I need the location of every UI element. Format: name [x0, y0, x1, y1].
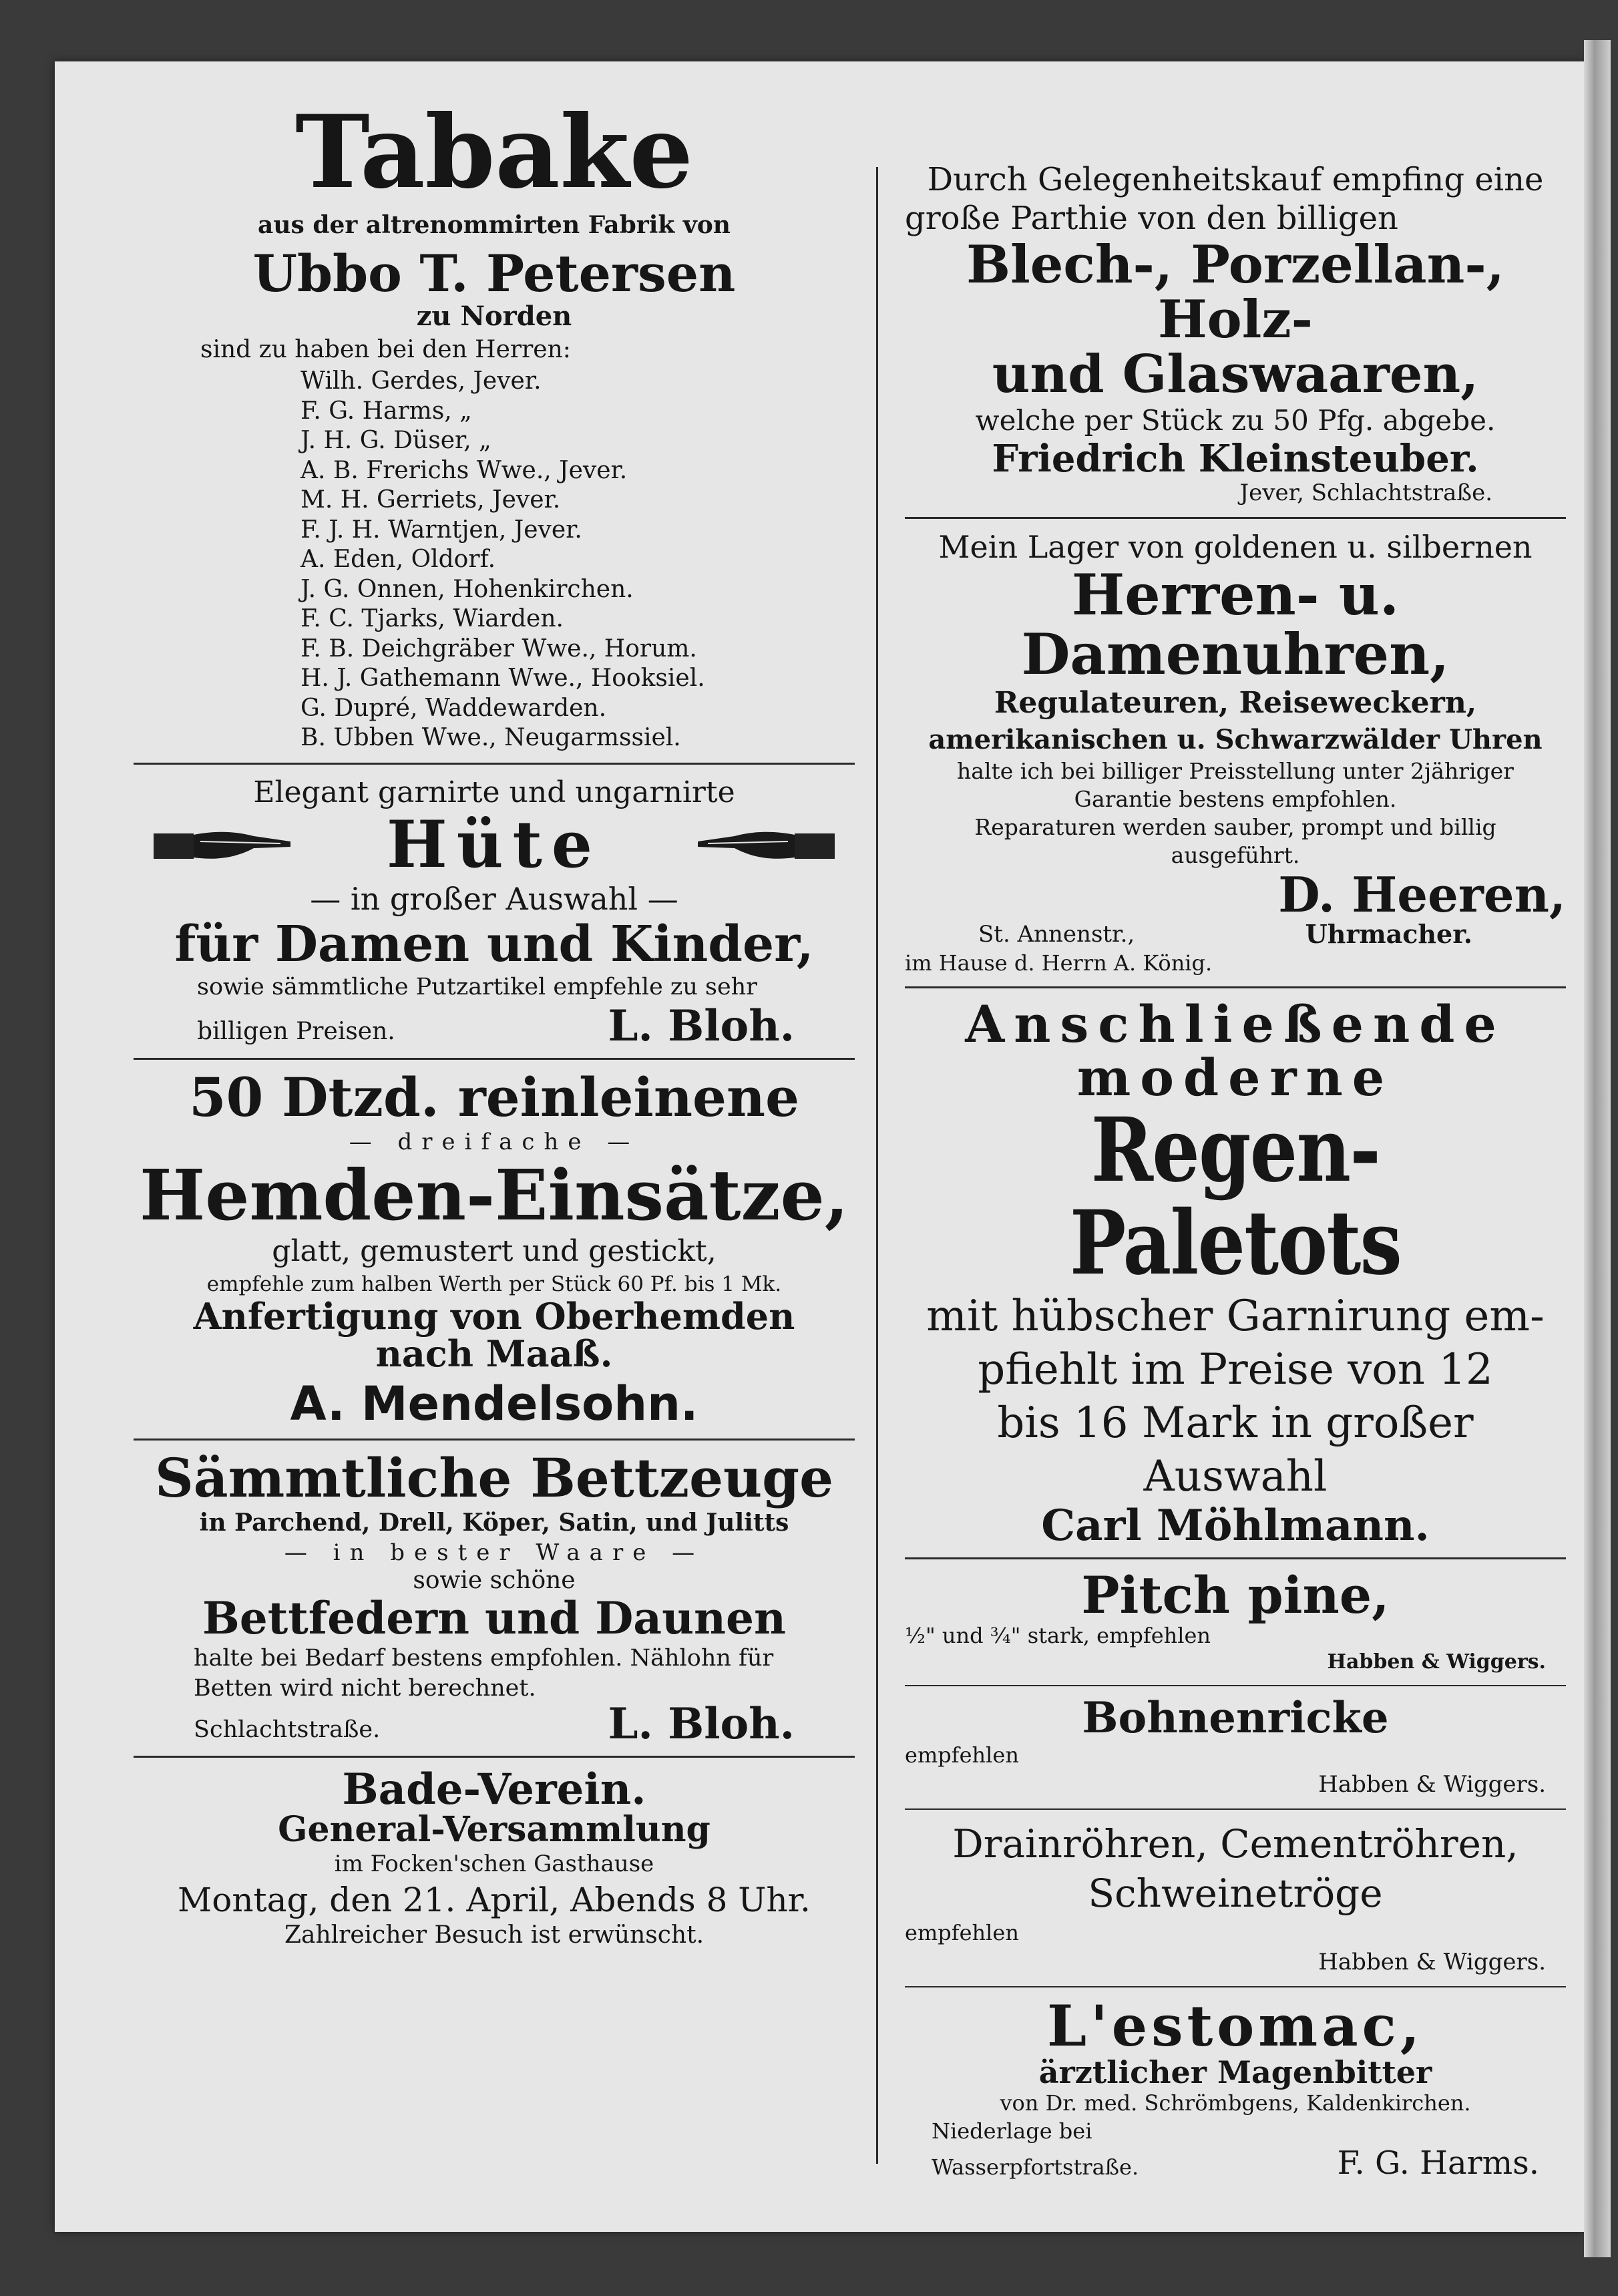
- column-divider: [876, 167, 878, 2164]
- ad-subtitle: Anschließende moderne: [965, 994, 1506, 1108]
- ad-title: Blech-, Porzellan-, Holz-: [966, 234, 1504, 350]
- ad-subtitle: nach Maaß.: [375, 1332, 613, 1376]
- ad-title: Pitch pine,: [1081, 1565, 1390, 1625]
- ad-lestomac: [905, 1993, 1566, 2182]
- advertiser-name: Carl Möhlmann.: [1041, 1501, 1430, 1551]
- ad-text: Niederlage bei: [932, 2118, 1092, 2144]
- advertiser-name: A. Mendelsohn.: [290, 1376, 698, 1432]
- divider: [905, 1986, 1566, 1987]
- ad-text: mit hübscher Garnirung em-: [926, 1292, 1545, 1342]
- advertiser-name: Habben & Wiggers.: [1318, 1771, 1546, 1798]
- ad-uhren: [905, 528, 1566, 977]
- advertiser-profession: Uhrmacher.: [1305, 919, 1472, 950]
- advertiser-name: Habben & Wiggers.: [1327, 1650, 1546, 1674]
- ad-text: Mein Lager von goldenen u. silbernen: [938, 529, 1533, 566]
- advertiser-name: Habben & Wiggers.: [1318, 1949, 1546, 1976]
- divider: [905, 1557, 1566, 1559]
- ad-text: Reparaturen werden sauber, prompt und billig: [974, 813, 1496, 840]
- ad-hemden: [134, 1066, 855, 1432]
- ad-text: sowie schöne: [413, 1566, 576, 1594]
- advertiser-name: L. Bloh.: [608, 1001, 795, 1052]
- ad-pitch-pine: [905, 1565, 1566, 1676]
- pointing-hand-right-icon: [154, 821, 294, 868]
- divider: [134, 1058, 855, 1060]
- ad-text: Garantie bestens empfohlen.: [1074, 785, 1397, 812]
- ad-text: von Dr. med. Schrömbgens, Kaldenkirchen.: [1000, 2090, 1471, 2116]
- list-item: M. H. Gerriets, Jever.: [300, 486, 561, 514]
- ad-text: Betten wird nicht berechnet.: [194, 1674, 536, 1702]
- ad-text: sind zu haben bei den Herren:: [200, 336, 571, 364]
- company-name: Ubbo T. Petersen: [252, 243, 736, 303]
- ad-title: Hemden-Einsätze,: [140, 1154, 849, 1237]
- list-item: A. B. Frerichs Wwe., Jever.: [300, 456, 628, 484]
- pointing-hand-left-icon: [694, 821, 835, 868]
- ad-text: ausgeführt.: [1171, 841, 1300, 868]
- advertiser-address: im Hause d. Herrn A. König.: [905, 950, 1213, 976]
- ad-footer: [134, 1001, 855, 1052]
- ad-text: — in großer Auswahl —: [310, 880, 678, 917]
- ad-text: große Parthie von den billigen: [905, 200, 1398, 237]
- ad-subtitle: General-Versammlung: [278, 1809, 711, 1851]
- ad-text: pfiehlt im Preise von 12: [978, 1345, 1493, 1395]
- advertiser-address: St. Annenstr.,: [978, 921, 1135, 948]
- ad-paletots: [905, 994, 1566, 1551]
- page-edge: [1584, 40, 1611, 2257]
- ad-title: Drainröhren, Cementröhren,: [952, 1821, 1519, 1867]
- advertiser-name: F. G. Harms.: [1337, 2144, 1539, 2182]
- ad-text: halte ich bei billiger Preisstellung unter 2jähriger: [957, 757, 1514, 784]
- ad-text: ½" und ¾" stark, empfehlen: [905, 1623, 1211, 1649]
- ad-text: halte bei Bedarf bestens empfohlen. Nählohn für: [194, 1644, 774, 1672]
- list-item: A. Eden, Oldorf.: [300, 546, 496, 574]
- ad-huete: [134, 774, 855, 1052]
- divider: [134, 1756, 855, 1758]
- ad-subtitle: amerikanischen u. Schwarzwälder Uhren: [928, 723, 1543, 755]
- ad-footer: [905, 2144, 1566, 2182]
- advertiser-name: L. Bloh.: [608, 1698, 795, 1749]
- ad-subtitle: Anfertigung von Oberhemden: [193, 1294, 795, 1338]
- advertiser-address: Wasserpfortstraße.: [932, 2154, 1139, 2180]
- ad-title: Bohnenricke: [1082, 1693, 1389, 1744]
- divider: [905, 1685, 1566, 1686]
- ad-subtitle: Regulateuren, Reisewеckern,: [994, 685, 1477, 720]
- ad-text: — dreifache —: [349, 1129, 640, 1156]
- ad-text: glatt, gemustert und gestickt,: [272, 1233, 717, 1268]
- ad-text: billigen Preisen.: [197, 1018, 395, 1046]
- ad-title: [905, 1099, 1566, 1295]
- advertiser-name: Friedrich Kleinsteuber.: [992, 436, 1479, 481]
- ad-title: Hüte: [387, 806, 602, 882]
- ad-text: bis 16 Mark in großer: [997, 1398, 1474, 1449]
- list-item: F. B. Deichgräber Wwe., Horum.: [300, 634, 697, 662]
- ad-title: Bade-Verein.: [342, 1764, 646, 1815]
- ad-text: empfehle zum halben Werth per Stück 60 Pf. bis 1 Mk.: [206, 1272, 782, 1296]
- ad-text: empfehlen: [905, 1742, 1019, 1768]
- ad-bohnenricke: [905, 1693, 1566, 1799]
- ad-footer: [905, 920, 1566, 949]
- ad-title-text: Regen-Paletots: [1069, 1099, 1402, 1295]
- ad-title: Herren- u. Damenuhren,: [1021, 562, 1450, 687]
- list-item: Wilh. Gerdes, Jever.: [300, 367, 542, 395]
- ad-bettzeuge: [134, 1446, 855, 1749]
- ad-title: Sämmtliche Bettzeuge: [154, 1446, 833, 1509]
- divider: [134, 1439, 855, 1441]
- ad-tabake: [134, 93, 855, 753]
- ad-text: im Focken'schen Gasthause: [334, 1850, 654, 1877]
- left-column: [134, 93, 855, 1950]
- list-item: F. G. Harms, „: [300, 397, 472, 425]
- ad-subtitle: ärztlicher Magenbitter: [1038, 2054, 1432, 2090]
- ad-title: und Glaswaaren,: [992, 343, 1479, 405]
- right-column: [905, 100, 1566, 2182]
- list-item: J. G. Onnen, Hohenkirchen.: [300, 575, 634, 603]
- ad-text: Auswahl: [1143, 1452, 1328, 1502]
- advertiser-address: Jever, Schlachtstraße.: [1239, 480, 1492, 507]
- ad-drainroehren: [905, 1819, 1566, 1977]
- divider: [134, 763, 855, 765]
- ad-badeverein: [134, 1764, 855, 1950]
- list-item: G. Dupré, Waddewarden.: [300, 694, 607, 722]
- ad-text: in Parchend, Drell, Köper, Satin, und Julitts: [199, 1508, 789, 1537]
- ad-text: welche per Stück zu 50 Pfg. abgebe.: [975, 403, 1496, 437]
- dealer-list: [134, 367, 855, 753]
- ad-text: Elegant garnirte und ungarnirte: [253, 775, 735, 809]
- ad-text: Montag, den 21. April, Abends 8 Uhr.: [178, 1880, 811, 1919]
- ad-text: Durch Gelegenheitskauf empfing eine: [927, 161, 1544, 198]
- ad-blechwaaren: [905, 160, 1566, 508]
- list-item: H. J. Gathemann Wwe., Hooksiel.: [300, 664, 705, 693]
- divider: [905, 986, 1566, 988]
- ad-text: Zahlreicher Besuch ist erwünscht.: [284, 1921, 704, 1949]
- ad-text: sowie sämmtliche Putzartikel empfehle zu sehr: [197, 974, 757, 1001]
- divider: [905, 1808, 1566, 1810]
- list-item: F. C. Tjarks, Wiarden.: [300, 605, 564, 633]
- ad-text: zu Norden: [416, 301, 572, 333]
- ad-subtitle: 50 Dtzd. reinleinene: [189, 1066, 799, 1129]
- ad-footer: [134, 1698, 855, 1749]
- ad-title: L'estomac,: [1046, 1993, 1424, 2060]
- ad-text: — in bester Waare —: [284, 1539, 704, 1566]
- list-item: F. J. H. Warntjen, Jever.: [300, 516, 582, 544]
- list-item: B. Ubben Wwe., Neugarmssiel.: [300, 724, 681, 752]
- ad-text: empfehlen: [905, 1920, 1019, 1946]
- advertiser-name: D. Heeren,: [1278, 866, 1566, 923]
- ad-text: Schlachtstraße.: [194, 1716, 381, 1744]
- ad-title: Schweinetröge: [1088, 1871, 1383, 1917]
- ad-title: Tabake: [295, 93, 693, 211]
- divider: [905, 517, 1566, 519]
- list-item: J. H. G. Düser, „: [300, 427, 491, 455]
- hat-title-row: [134, 806, 855, 882]
- ad-subtitle: Bettfedern und Daunen: [202, 1591, 787, 1644]
- ad-text: aus der altrenommirten Fabrik von: [258, 210, 731, 239]
- ad-subtitle: für Damen und Kinder,: [174, 915, 814, 973]
